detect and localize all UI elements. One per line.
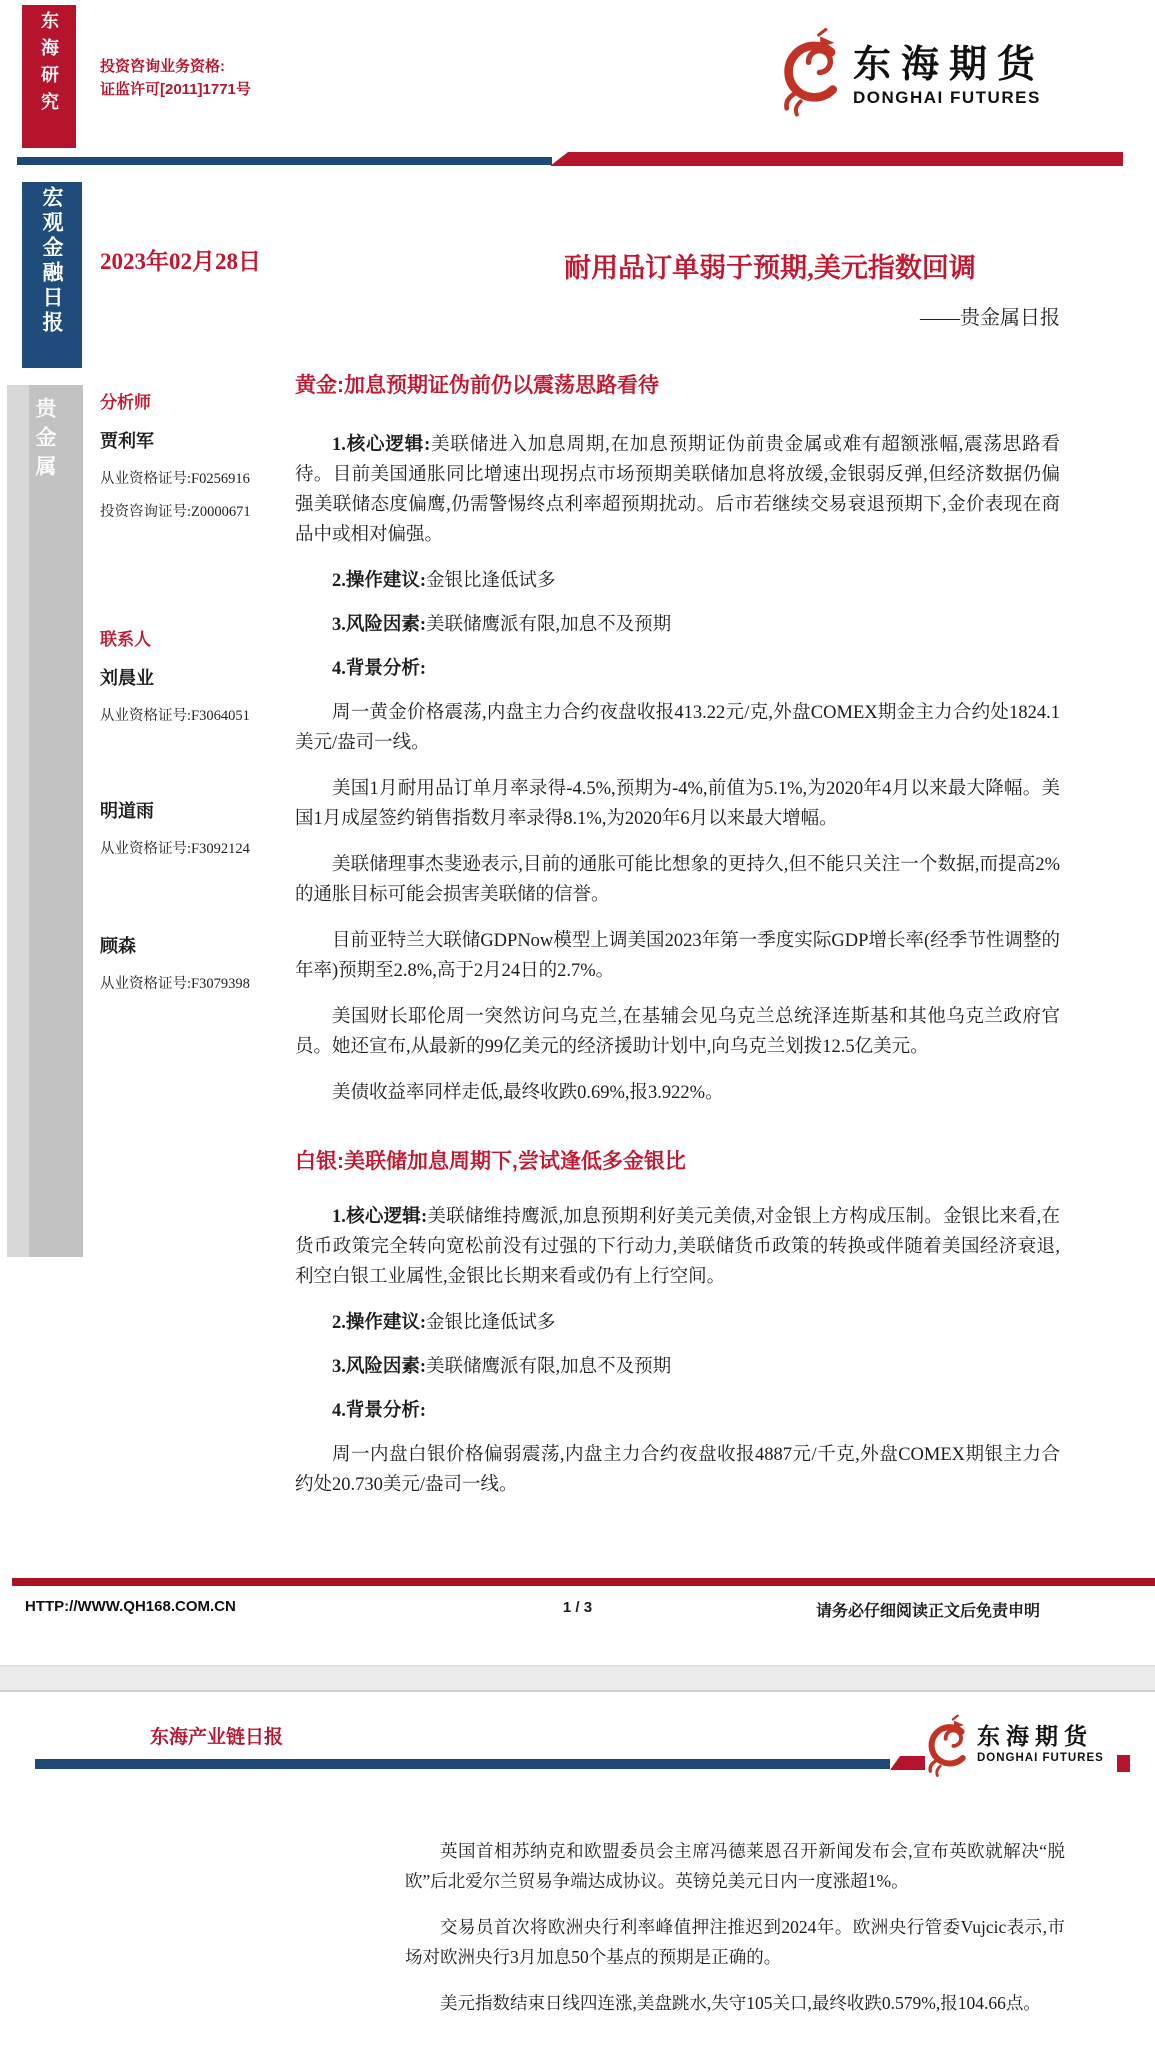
silver-background-label: 4.背景分析: [332, 1401, 427, 1421]
contact-cred: 从业资格证号:F3064051 [100, 708, 250, 724]
contact-label: 联系人 [100, 630, 151, 649]
silver-core-logic: 1.核心逻辑:美联储维持鹰派,加息预期利好美元美债,对金银上方构成压制。金银比来看,在货币政策完全转向宽松前没有过强的下行动力,美联储货币政策的转换或伴随着美国经济衰退,利空白银工业属性,金银比长期来看或仍有上行空间。 [295, 1207, 1060, 1287]
page2-paragraph: 交易员首次将欧洲央行利率峰值押注推迟到2024年。欧洲央行管委Vujcic表示,市场对欧洲央行3月加息50个基点的预期是正确的。 [405, 1917, 1065, 1967]
dragon-logo-icon [775, 28, 853, 125]
dragon-logo-icon [922, 1714, 977, 1785]
page2-body [405, 1836, 1065, 2034]
gold-core-logic: 1.核心逻辑:美联储进入加息周期,在加息预期证伪前贵金属或难有超额涨幅,震荡思路看待。目前美国通胀同比增速出现拐点市场预期美联储加息将放缓,金银弱反弹,但经济数据仍偏强美联储态度偏鹰,仍需警惕终点利率超预期扰动。后市若继续交易衰退预期下,金价表现在商品中或相对偏强。 [295, 435, 1060, 545]
category-badge [7, 385, 83, 1257]
header-divider-blue [17, 157, 552, 165]
logo-chinese-name: 东海期货 [853, 44, 1046, 86]
analyst-name: 贾利军 [100, 431, 154, 451]
contact-cred: 从业资格证号:F3079398 [100, 976, 250, 992]
research-badge-label: 东海研究 [39, 11, 59, 119]
logo-english-name: DONGHAI FUTURES [853, 88, 1041, 107]
report-title: 耐用品订单弱于预期,美元指数回调 [564, 253, 976, 283]
page-number: 1 / 3 [562, 1599, 593, 1616]
gold-background-paragraph: 美国财长耶伦周一突然访问乌克兰,在基辅会见乌克兰总统泽连斯基和其他乌克兰政府官员。她还宣布,从最新的99亿美元的经济援助计划中,向乌克兰划拨12.5亿美元。 [295, 1007, 1060, 1057]
report-subtitle: ——贵金属日报 [920, 307, 1060, 329]
analyst-cred-1: 从业资格证号:F0256916 [100, 471, 250, 487]
report-date: 2023年02月28日 [100, 249, 261, 274]
page2-divider-blue [35, 1759, 890, 1769]
qualification-line2: 证监许可[2011]1771号 [100, 81, 251, 98]
category-label: 贵金属 [33, 397, 57, 484]
logo-chinese-name: 东海期货 [977, 1724, 1093, 1749]
gold-background-paragraph: 美联储理事杰斐逊表示,目前的通胀可能比想象的更持久,但不能只关注一个数据,而提高2%的通胀目标可能会损害美联储的信誉。 [295, 855, 1060, 905]
contact-name: 明道雨 [100, 801, 154, 821]
page2-paragraph: 美元指数结束日线四连涨,美盘跳水,失守105关口,最终收跌0.579%,报104.66点。 [440, 1993, 1041, 2013]
report-type-badge [22, 182, 82, 368]
page2-title: 东海产业链日报 [150, 1727, 284, 1748]
gold-background-paragraph: 目前亚特兰大联储GDPNow模型上调美国2023年第一季度实际GDP增长率(经季节性调整的年率)预期至2.8%,高于2月24日的2.7%。 [295, 931, 1060, 981]
logo-english-name: DONGHAI FUTURES [977, 1752, 1104, 1764]
gold-background-label: 4.背景分析: [332, 659, 427, 679]
company-url-link[interactable]: HTTP://WWW.QH168.COM.CN [25, 1598, 236, 1615]
page2-paragraph: 英国首相苏纳克和欧盟委员会主席冯德莱恩召开新闻发布会,宣布英欧就解决“脱欧”后北爱尔兰贸易争端达成协议。英镑兑美元日内一度涨超1%。 [405, 1841, 1065, 1891]
footer-divider [12, 1578, 1155, 1586]
disclaimer-note: 请务必仔细阅读正文后免责申明 [815, 1603, 1040, 1620]
gold-background-paragraph: 美国1月耐用品订单月率录得-4.5%,预期为-4%,前值为5.1%,为2020年4月以来最大降幅。美国1月成屋签约销售指数月率录得8.1%,为2020年6月以来最大增幅。 [295, 779, 1060, 829]
gold-advice: 2.操作建议:金银比逢低试多 [332, 571, 556, 591]
contact-name: 刘晨业 [100, 668, 154, 688]
analyst-label: 分析师 [100, 393, 151, 412]
page-separator [0, 1665, 1155, 1692]
contact-cred: 从业资格证号:F3092124 [100, 841, 250, 857]
page2-logo-red-square [1117, 1755, 1130, 1772]
gold-section-heading: 黄金:加息预期证伪前仍以震荡思路看待 [295, 374, 659, 397]
company-logo [775, 28, 1045, 125]
page2-divider-red [890, 1756, 925, 1770]
qualification-text [100, 55, 251, 101]
gold-background-paragraph: 周一黄金价格震荡,内盘主力合约夜盘收报413.22元/克,外盘COMEX期金主力合约处1824.1美元/盎司一线。 [295, 703, 1060, 753]
analyst-cred-2: 投资咨询证号:Z0000671 [100, 504, 251, 520]
silver-advice: 2.操作建议:金银比逢低试多 [332, 1313, 556, 1333]
company-logo-small [922, 1714, 1104, 1785]
silver-background-paragraph: 周一内盘白银价格偏弱震荡,内盘主力合约夜盘收报4887元/千克,外盘COMEX期银主力合约处20.730美元/盎司一线。 [295, 1445, 1060, 1495]
team-panel [100, 388, 290, 1001]
contact-name: 顾森 [100, 936, 136, 956]
silver-risk: 3.风险因素:美联储鹰派有限,加息不及预期 [332, 1357, 672, 1377]
header-divider-red [550, 152, 1123, 166]
report-type-label: 宏观金融日报 [40, 186, 64, 336]
gold-background-paragraph: 美债收益率同样走低,最终收跌0.69%,报3.922%。 [332, 1083, 724, 1103]
silver-section-heading: 白银:美联储加息周期下,尝试逢低多金银比 [295, 1150, 686, 1173]
report-body [295, 372, 1060, 1516]
research-badge [22, 5, 76, 148]
gold-risk: 3.风险因素:美联储鹰派有限,加息不及预期 [332, 615, 672, 635]
qualification-line1: 投资咨询业务资格: [100, 58, 225, 75]
footer [0, 1598, 1155, 1622]
